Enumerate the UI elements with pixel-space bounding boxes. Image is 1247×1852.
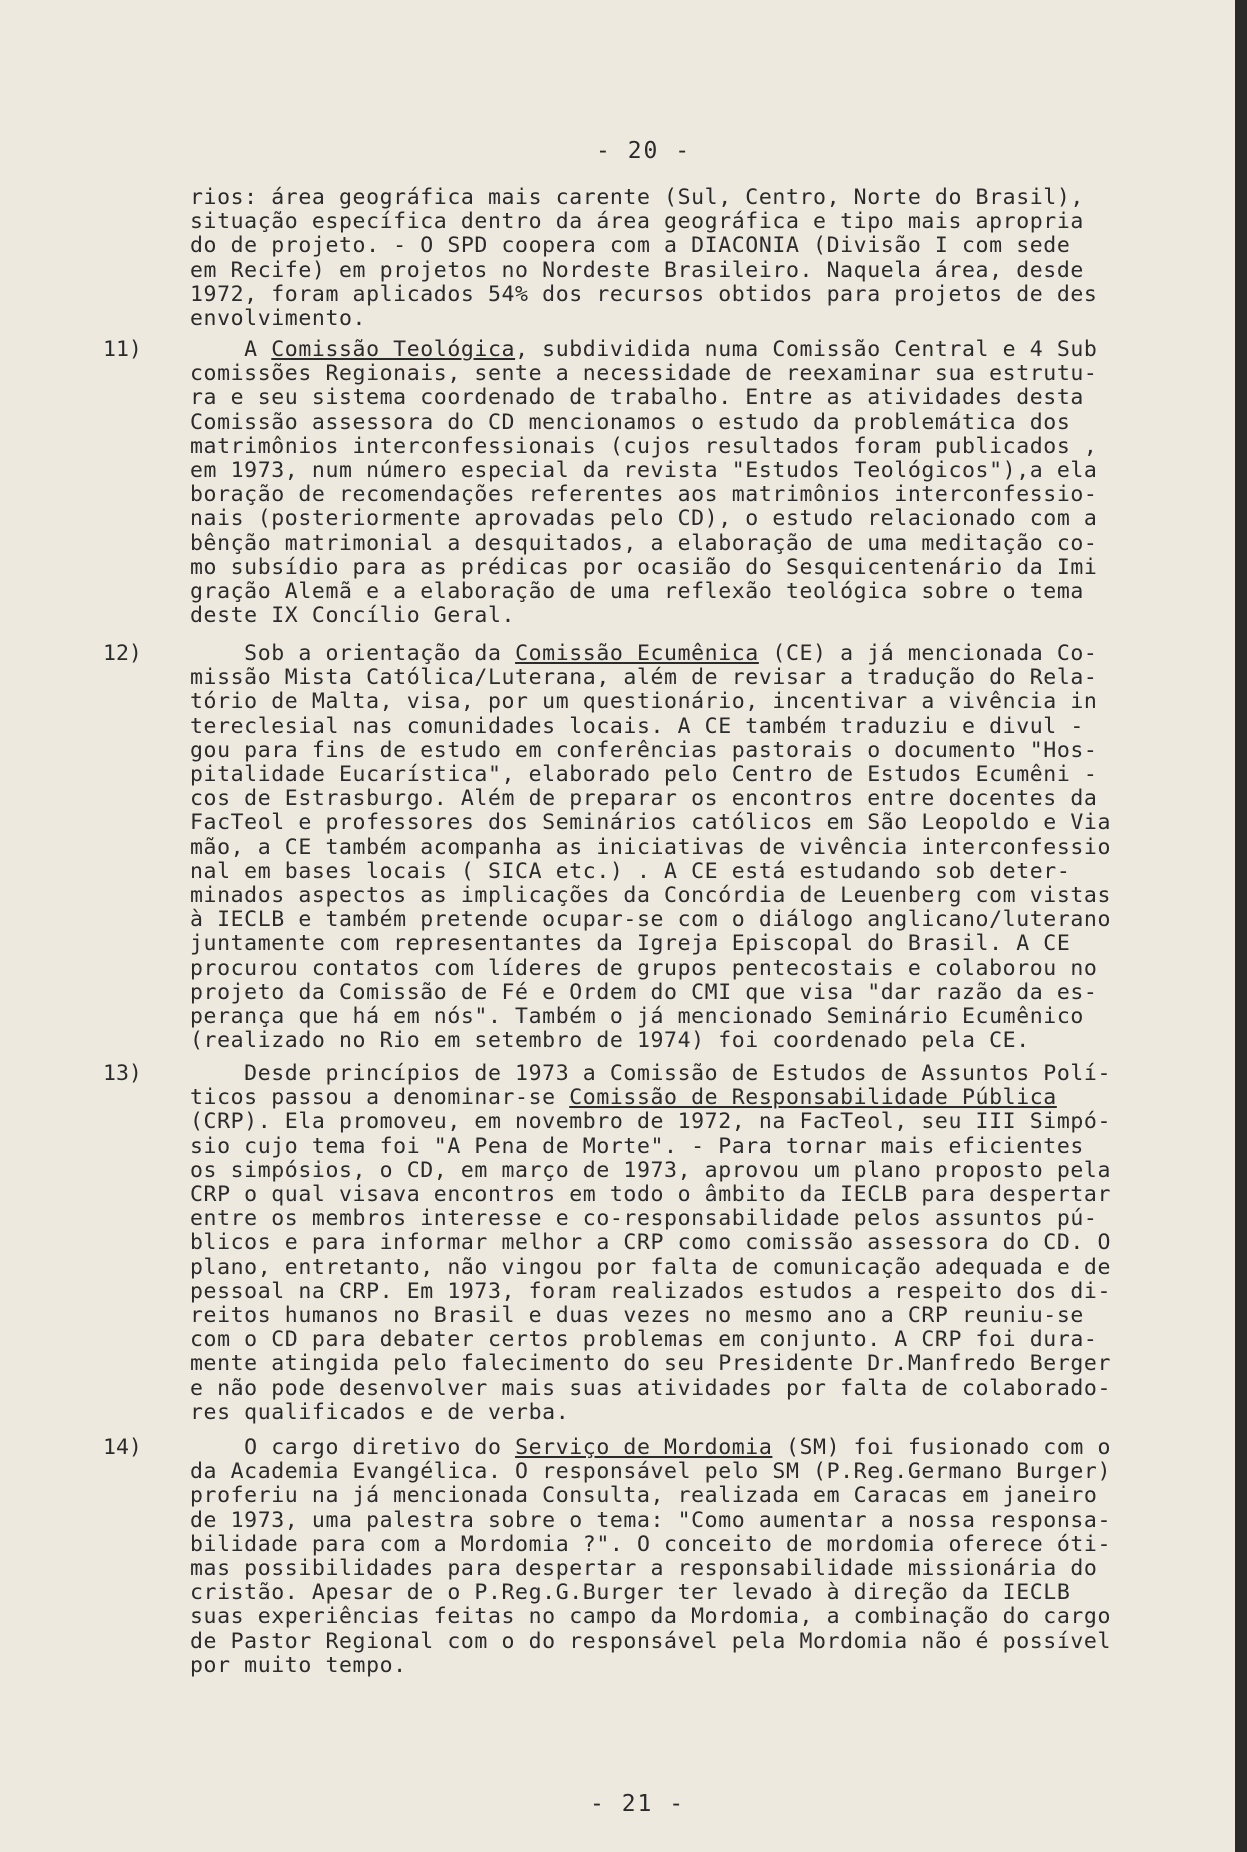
text-line: com o CD para debater certos problemas em conjunto. A CRP foi dura- [190,1327,1098,1353]
text-line: FacTeol e professores dos Seminários católicos em São Leopoldo e Via [190,810,1111,836]
text-line: comissões Regionais, sente a necessidade de reexaminar sua estrutu- [190,361,1098,387]
text-line: O cargo diretivo do Serviço de Mordomia (SM) foi fusionado com o [190,1435,1112,1460]
text-line: mas possibilidades para despertar a responsabilidade missionária do [190,1556,1098,1581]
text-line: cos de Estrasburgo. Além de preparar os encontros entre docentes da [190,786,1098,812]
text-line: em 1973, num número especial da revista "Estudos Teológicos"),a ela [190,458,1098,483]
text-line: tereclesial nas comunidades locais. A CE também traduziu e divul - [190,713,1084,739]
section-number: 11) [103,337,142,362]
text-line: projeto da Comissão de Fé e Ordem do CMI que visa "dar razão da es- [190,979,1098,1005]
text-line: Desde princípios de 1973 a Comissão de Estudos de Assuntos Polí- [190,1061,1111,1086]
text-line: reitos humanos no Brasil e duas vezes no mesmo ano a CRP reuniu-se [190,1303,1084,1328]
text-line: tório de Malta, visa, por um questionário, incentivar a vivência in [190,689,1098,715]
text-line: os simpósios, o CD, em março de 1973, aprovou um plano proposto pela [190,1157,1111,1183]
text-line: por muito tempo. [190,1652,407,1678]
text-line: procurou contatos com líderes de grupos pentecostais e colaborou no [190,955,1098,981]
text-line: ticos passou a denominar-se Comissão de Responsabilidade Pública [190,1085,1057,1111]
text-line: nais (posteriormente aprovadas pelo CD), o estudo relacionado com a [190,506,1098,532]
text-line: rios: área geográfica mais carente (Sul, Centro, Norte do Brasil), [190,185,1084,210]
text-line: deste IX Concílio Geral. [190,603,516,629]
text-line: de 1973, uma palestra sobre o tema: "Como aumentar a nossa responsa- [190,1507,1111,1533]
section-number: 13) [103,1061,142,1086]
text-line: proferiu na já mencionada Consulta, realizada em Caracas em janeiro [190,1483,1098,1509]
text-line: res qualificados e de verba. [190,1399,570,1425]
text-line: matrimônios interconfessionais (cujos resultados foram publicados , [190,433,1098,459]
text-line: situação específica dentro da área geográfica e tipo mais apropria [190,209,1084,235]
text-line: envolvimento. [190,306,367,331]
text-line: Sob a orientação da Comissão Ecumênica (CE) a já mencionada Co- [190,641,1098,666]
text-line: plano, entretanto, não vingou por falta de comunicação adequada e de [190,1254,1111,1280]
text-line: do de projeto. - O SPD coopera com a DIACONIA (Divisão I com sede [190,233,1071,259]
text-line: bênção matrimonial a desquitados, a elaboração de uma meditação co- [190,530,1098,556]
text-line: mão, a CE também acompanha as iniciativas de vivência interconfessio [190,834,1111,860]
text-line: pessoal na CRP. Em 1973, foram realizados estudos a respeito dos di- [190,1278,1111,1304]
text-line: da Academia Evangélica. O responsável pelo SM (P.Reg.Germano Burger) [190,1459,1111,1485]
text-line: cristão. Apesar de o P.Reg.G.Burger ter levado à direção da IECLB [190,1580,1071,1606]
page-number-top: - 20 - [596,138,692,164]
text-line: suas experiências feitas no campo da Mordomia, a combinação do cargo [190,1604,1111,1630]
text-line: boração de recomendações referentes aos matrimônios interconfessio- [190,482,1098,508]
text-line: perança que há em nós". Também o já mencionado Seminário Ecumênico [190,1004,1084,1029]
underlined-term: Comissão de Responsabilidade Pública [569,1085,1057,1111]
text-line: Comissão assessora do CD mencionamos o estudo da problemática dos [190,409,1071,435]
text-line: entre os membros interesse e co-responsabilidade pelos assuntos pú- [190,1206,1098,1232]
scan-edge [1235,0,1247,1852]
text-line: gou para fins de estudo em conferências pastorais o documento "Hos- [190,737,1098,763]
text-line: blicos e para informar melhor a CRP como comissão assessora do CD. O [190,1230,1111,1256]
text-line: 1972, foram aplicados 54% dos recursos obtidos para projetos de des [190,281,1098,307]
text-line: e não pode desenvolver mais suas atividades por falta de colaborado- [190,1375,1111,1401]
text-line: bilidade para com a Mordomia ?". O conceito de mordomia oferece óti- [190,1531,1111,1557]
section-number: 12) [103,641,142,666]
text-line: mo subsídio para as prédicas por ocasião do Sesquicentenário da Imi [190,554,1098,580]
underlined-term: Serviço de Mordomia [515,1435,773,1460]
text-line: (CRP). Ela promoveu, em novembro de 1972, na FacTeol, seu III Simpó- [190,1109,1111,1135]
text-line: pitalidade Eucarística", elaborado pelo Centro de Estudos Ecumêni - [190,762,1098,787]
text-line: em Recife) em projetos no Nordeste Brasileiro. Naquela área, desde [190,257,1084,283]
underlined-term: Comissão Ecumênica [515,641,759,666]
text-line: sio cujo tema foi "A Pena de Morte". - Para tornar mais eficientes [190,1133,1084,1159]
page-number-bottom: - 21 - [590,1791,686,1817]
text-line: missão Mista Católica/Luterana, além de revisar a tradução do Rela- [190,665,1098,691]
underlined-term: Comissão Teológica [271,337,516,362]
text-line: nal em bases locais ( SICA etc.) . A CE está estudando sob deter- [190,858,1071,884]
text-line: mente atingida pelo falecimento do seu Presidente Dr.Manfredo Berger [190,1351,1111,1377]
text-line: CRP o qual visava encontros em todo o âmbito da IECLB para despertar [190,1182,1111,1207]
text-line: minados aspectos as implicações da Concórdia de Leuenberg com vistas [190,883,1111,908]
text-line: de Pastor Regional com o do responsável pela Mordomia não é possível [190,1628,1111,1654]
text-line: à IECLB e também pretende ocupar-se com o diálogo anglicano/luterano [190,907,1111,933]
section-number: 14) [103,1435,142,1460]
text-line: gração Alemã e a elaboração de uma reflexão teológica sobre o tema [190,579,1084,604]
text-line: (realizado no Rio em setembro de 1974) foi coordenado pela CE. [190,1028,1030,1054]
text-line: juntamente com representantes da Igreja Episcopal do Brasil. A CE [190,931,1071,957]
text-line: A Comissão Teológica, subdividida numa Comissão Central e 4 Sub [190,337,1098,362]
text-line: ra e seu sistema coordenado de trabalho. Entre as atividades desta [190,385,1084,411]
